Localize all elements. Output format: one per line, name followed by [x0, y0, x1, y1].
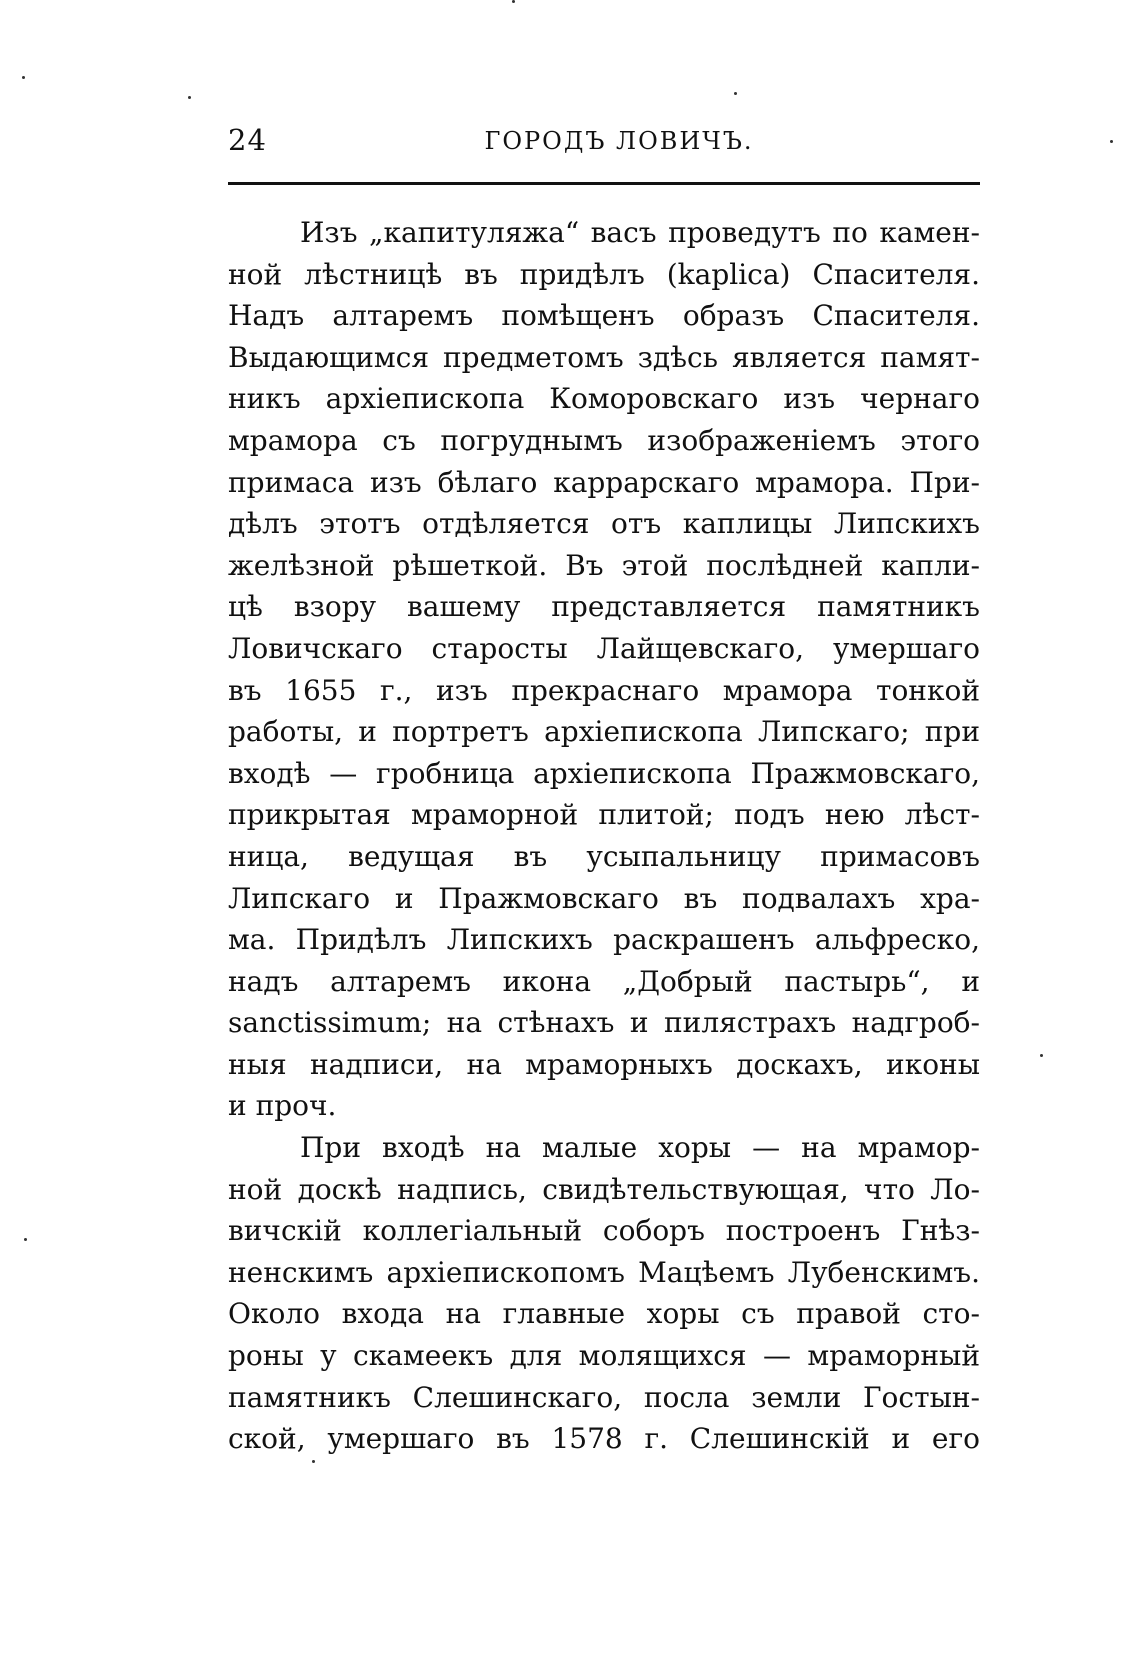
text-line: Около входа на главные хоры съ правой сто-	[228, 1297, 980, 1331]
text-line: ма. Придѣлъ Липскихъ раскрашенъ альфреско,	[228, 923, 980, 957]
header-rule	[228, 182, 980, 185]
text-line: sanctissimum; на стѣнахъ и пилястрахъ надгроб-	[228, 1006, 980, 1040]
text-line: ныя надписи, на мраморныхъ доскахъ, иконы	[228, 1047, 980, 1081]
text-line: Надъ алтаремъ помѣщенъ образъ Спасителя.	[228, 299, 980, 333]
running-title: ГОРОДЪ ЛОВИЧЪ.	[484, 127, 754, 155]
text-line: вичскій коллегіальный соборъ построенъ Гнѣз-	[228, 1214, 980, 1248]
text-line: ской, умершаго въ 1578 г. Слешинскій и его	[228, 1422, 980, 1456]
text-line: мрамора съ погруднымъ изображеніемъ этого	[228, 423, 980, 457]
text-line: входѣ — гробница архіепископа Пражмовскаго,	[228, 756, 980, 790]
scan-speck	[734, 92, 737, 95]
text-line: роны у скамеекъ для молящихся — мраморный	[228, 1339, 980, 1373]
scan-speck	[188, 96, 191, 99]
text-line: желѣзной рѣшеткой. Въ этой послѣдней капли-	[228, 548, 980, 582]
body-text	[228, 212, 980, 1460]
text-line: Выдающимся предметомъ здѣсь является памят-	[228, 340, 980, 374]
scan-speck	[312, 1460, 315, 1463]
paragraph-1	[228, 212, 980, 1127]
text-line: прикрытая мраморной плитой; подъ нею лѣст-	[228, 798, 980, 832]
text-line: никъ архіепископа Коморовскаго изъ чернаго	[228, 382, 980, 416]
text-line: ница, ведущая въ усыпальницу примасовъ	[228, 839, 980, 873]
scan-speck	[22, 76, 25, 79]
scan-speck	[512, 0, 515, 3]
text-line: ной лѣстницѣ въ придѣлъ (kaplica) Спасителя.	[228, 257, 980, 291]
text-line: въ 1655 г., изъ прекраснаго мрамора тонкой	[228, 673, 980, 707]
text-line: дѣлъ этотъ отдѣляется отъ каплицы Липскихъ	[228, 507, 980, 541]
page-number: 24	[228, 123, 267, 157]
scan-speck	[1110, 140, 1113, 143]
text-line: Липскаго и Пражмовскаго въ подвалахъ хра-	[228, 881, 980, 915]
text-line: надъ алтаремъ икона „Добрый пастырь“, и	[228, 964, 980, 998]
text-line: ной доскѣ надпись, свидѣтельствующая, что Ло-	[228, 1172, 980, 1206]
text-line: Изъ „капитуляжа“ васъ проведутъ по камен-	[300, 216, 980, 249]
paragraph-2	[228, 1127, 980, 1460]
text-line: и проч.	[228, 1089, 337, 1123]
text-line: ненскимъ архіепископомъ Мацѣемъ Лубенскимъ.	[228, 1255, 980, 1289]
text-line: работы, и портретъ архіепископа Липскаго; при	[228, 715, 980, 749]
text-line: памятникъ Слешинскаго, посла земли Гостын-	[228, 1380, 980, 1414]
text-line: цѣ взору вашему представляется памятникъ	[228, 590, 980, 624]
text-line: примаса изъ бѣлаго каррарскаго мрамора. При-	[228, 465, 980, 499]
page-header	[228, 122, 980, 162]
scan-speck	[24, 1238, 27, 1241]
text-line: При входѣ на малые хоры — на мрамор-	[300, 1131, 980, 1165]
scan-speck	[1040, 1054, 1043, 1057]
text-line: Ловичскаго старосты Лайщевскаго, умершаго	[228, 631, 980, 665]
